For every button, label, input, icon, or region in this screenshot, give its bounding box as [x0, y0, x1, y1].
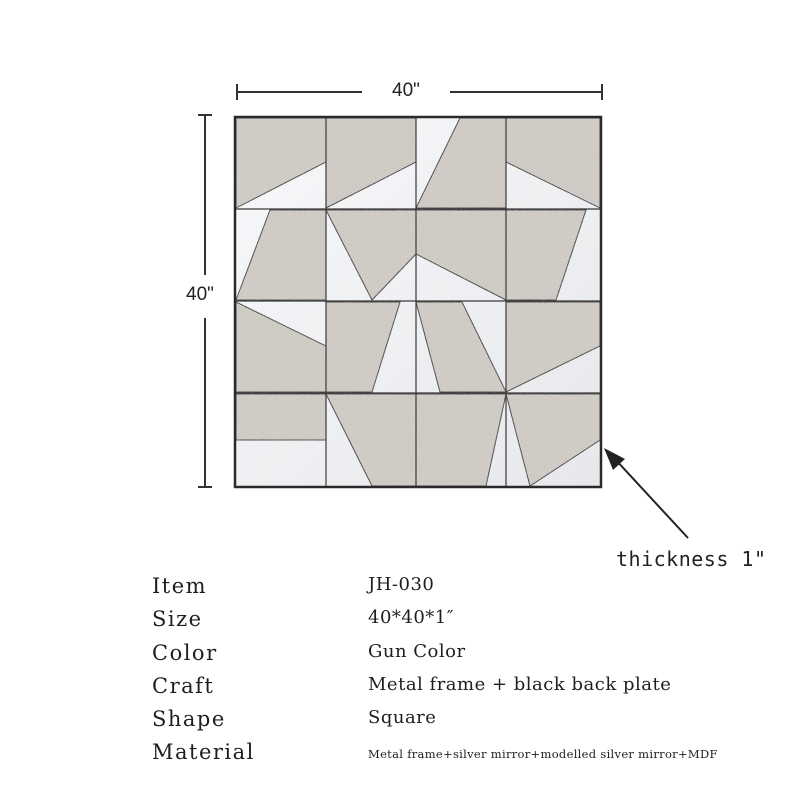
mirror-panel [236, 118, 600, 486]
spec-value-size: 40*40*1″ [368, 607, 454, 628]
spec-value-shape: Square [368, 707, 437, 728]
spec-key-shape: Shape [152, 707, 226, 731]
spec-key-item: Item [152, 574, 208, 598]
spec-key-color: Color [152, 641, 218, 665]
spec-value-color: Gun Color [368, 641, 466, 662]
thickness-arrow [604, 448, 688, 538]
width-label: 40" [392, 80, 420, 101]
spec-value-material: Metal frame+silver mirror+modelled silver mirror+MDF [368, 747, 718, 761]
spec-key-material: Material [152, 740, 255, 764]
spec-value-craft: Metal frame + black back plate [368, 674, 672, 695]
spec-value-item: JH-030 [368, 574, 435, 595]
height-label: 40" [186, 284, 214, 305]
spec-key-size: Size [152, 607, 203, 631]
spec-key-craft: Craft [152, 674, 215, 698]
thickness-label: thickness 1" [616, 547, 767, 571]
